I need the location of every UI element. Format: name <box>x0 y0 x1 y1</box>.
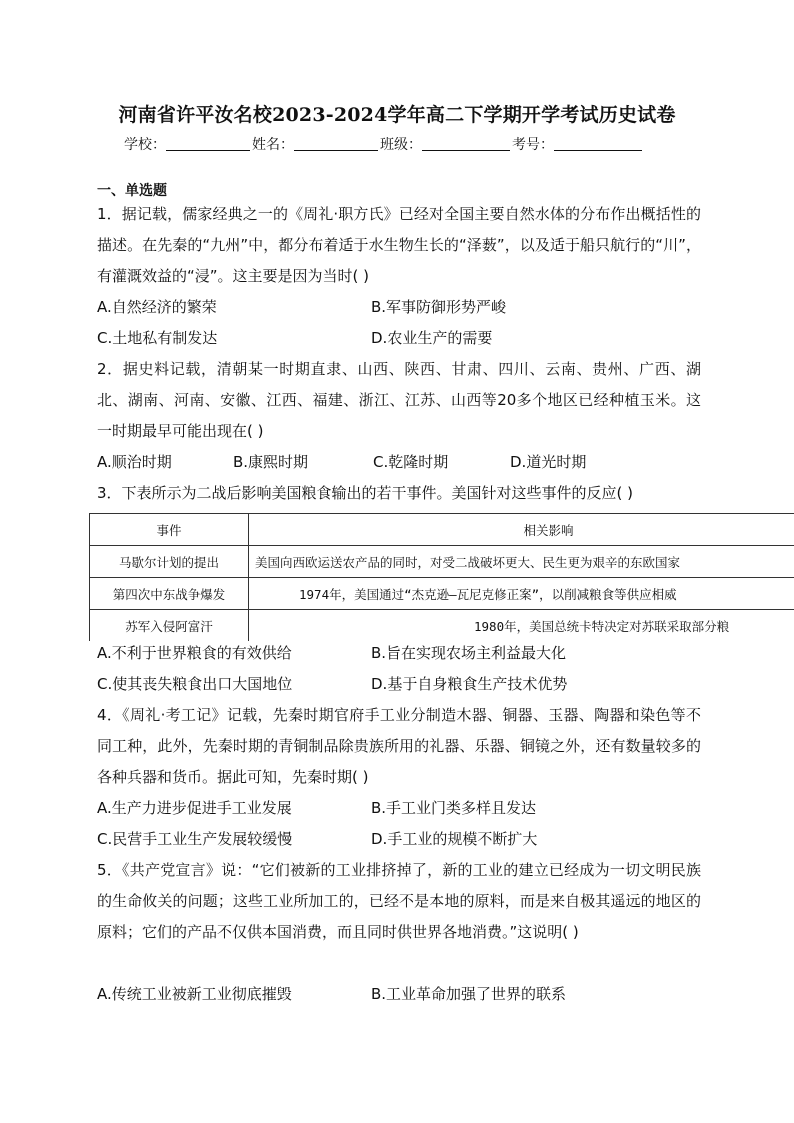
question-2-stem: 2．据史料记载，清朝某一时期直隶、山西、陕西、甘肃、四川、云南、贵州、广西、湖北、湖南、河南、安徽、江西、福建、浙江、江苏、山西等20多个地区已经种植玉米。这一时期最早可能出现在( ) <box>97 360 701 440</box>
school-label: 学校： <box>124 137 166 153</box>
question-3-option-d: D.基于自身粮食生产技术优势 <box>371 675 568 693</box>
table-cell-event: 第四次中东战争爆发 <box>90 578 249 610</box>
table-cell-event: 苏军入侵阿富汗 <box>90 610 249 642</box>
question-1-option-d: D.农业生产的需要 <box>371 329 493 347</box>
school-blank <box>166 136 250 151</box>
question-1-options-row-1 <box>97 292 737 323</box>
question-4-option-c: C.民营手工业生产发展较缓慢 <box>97 830 293 848</box>
question-4-option-b: B.手工业门类多样且发达 <box>371 799 537 817</box>
name-label: 姓名： <box>252 137 294 153</box>
question-2-options-row <box>97 447 737 478</box>
section-title: 一、单选题 <box>97 183 167 199</box>
question-2-option-b: B.康熙时期 <box>233 453 309 471</box>
number-blank <box>554 136 642 151</box>
question-4-options-row-1 <box>97 793 737 824</box>
table-header-row <box>90 514 794 546</box>
question-1-option-c: C.土地私有制发达 <box>97 329 218 347</box>
question-5-option-a: A.传统工业被新工业彻底摧毁 <box>97 985 292 1003</box>
student-info-line <box>124 134 644 156</box>
question-1-option-a: A.自然经济的繁荣 <box>97 298 217 316</box>
class-blank <box>422 136 510 151</box>
table-row <box>90 610 794 642</box>
question-1-options-row-2 <box>97 323 737 354</box>
question-4-option-d: D.手工业的规模不断扩大 <box>371 830 538 848</box>
question-3-option-c: C.使其丧失粮食出口大国地位 <box>97 675 293 693</box>
question-3-options-row-2 <box>97 669 737 700</box>
events-table <box>89 513 794 641</box>
question-5-options-row-1 <box>97 979 737 1010</box>
question-3-stem: 3．下表所示为二战后影响美国粮食输出的若干事件。美国针对这些事件的反应( ) <box>97 484 634 502</box>
question-3-options-row-1 <box>97 638 737 669</box>
question-4-options-row-2 <box>97 824 737 855</box>
question-3-option-b: B.旨在实现农场主利益最大化 <box>371 644 567 662</box>
name-blank <box>294 136 378 151</box>
question-4-option-a: A.生产力进步促进手工业发展 <box>97 799 292 817</box>
number-label: 考号： <box>512 137 554 153</box>
table-cell-impact: 美国向西欧运送农产品的同时，对受二战破坏更大、民生更为艰辛的东欧国家 <box>249 546 794 578</box>
table-header-impact: 相关影响 <box>249 514 794 546</box>
table-cell-impact: 1974年，美国通过“杰克逊—瓦尼克修正案”，以削减粮食等供应相威 <box>249 578 794 610</box>
exam-title: 河南省许平汝名校2023-2024学年高二下学期开学考试历史试卷 <box>118 104 676 126</box>
class-label: 班级： <box>380 137 422 153</box>
question-1-option-b: B.军事防御形势严峻 <box>371 298 507 316</box>
table-cell-impact: 1980年，美国总统卡特决定对苏联采取部分粮 <box>249 610 794 642</box>
question-1-stem: 1．据记载，儒家经典之一的《周礼·职方氏》已经对全国主要自然水体的分布作出概括性的描述。在先秦的“九州”中，都分布着适于水生物生长的“泽薮”，以及适于船只航行的“川”，有灌溉效益的“浸”。这主要是因为当时( ) <box>97 205 701 285</box>
question-5-option-b: B.工业革命加强了世界的联系 <box>371 985 567 1003</box>
question-5-stem: 5．《共产党宣言》说：“它们被新的工业排挤掉了，新的工业的建立已经成为一切文明民族的生命攸关的问题；这些工业所加工的，已经不是本地的原料，而是来自极其遥远的地区的原料；它们的产品不仅供本国消费，而且同时供世界各地消费。”这说明( ) <box>97 861 701 941</box>
table-cell-event: 马歇尔计划的提出 <box>90 546 249 578</box>
question-3-option-a: A.不利于世界粮食的有效供给 <box>97 644 292 662</box>
question-4-stem: 4．《周礼·考工记》记载，先秦时期官府手工业分制造木器、铜器、玉器、陶器和染色等不同工种，此外，先秦时期的青铜制品除贵族所用的礼器、乐器、铜镜之外，还有数量较多的各种兵器和货币。据此可知，先秦时期( ) <box>97 706 701 786</box>
events-table-wrapper <box>89 513 794 641</box>
table-row <box>90 546 794 578</box>
question-2-option-c: C.乾隆时期 <box>373 453 449 471</box>
question-2-option-d: D.道光时期 <box>510 453 587 471</box>
question-2-option-a: A.顺治时期 <box>97 453 172 471</box>
table-header-event: 事件 <box>90 514 249 546</box>
table-row <box>90 578 794 610</box>
